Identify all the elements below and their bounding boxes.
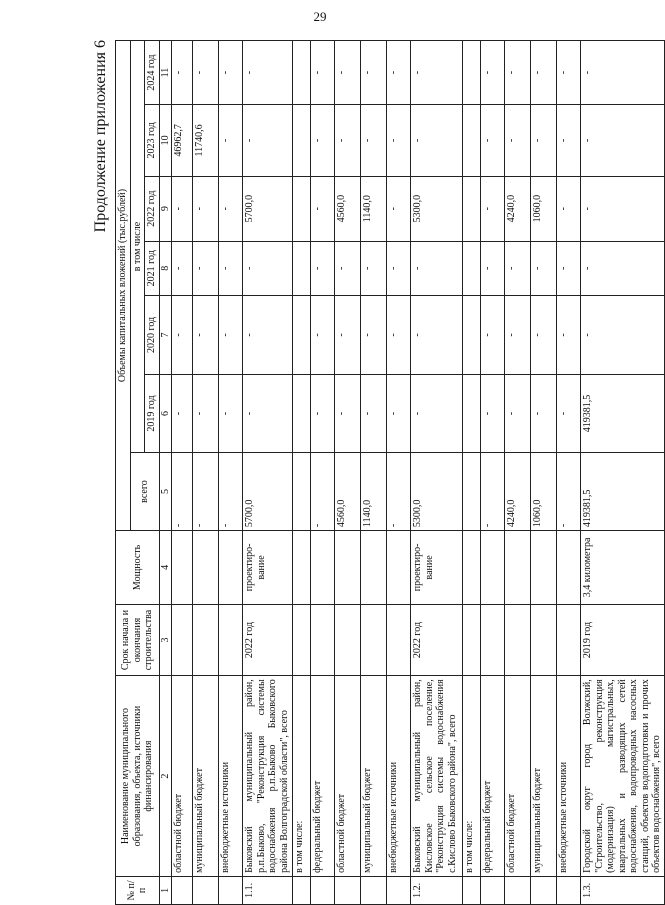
row-year-value: - bbox=[481, 41, 505, 105]
row-total-value: - bbox=[557, 453, 581, 531]
row-year-value: - bbox=[219, 176, 243, 241]
row-year-value: - bbox=[411, 41, 463, 105]
row-term bbox=[361, 604, 387, 676]
row-year-value: - bbox=[557, 375, 581, 453]
row-capacity bbox=[361, 531, 387, 605]
row-total-value: - bbox=[219, 453, 243, 531]
header-year: 2024 год bbox=[145, 41, 160, 105]
row-year-value: - bbox=[219, 295, 243, 374]
row-year-value: - bbox=[387, 176, 411, 241]
row-capacity bbox=[387, 531, 411, 605]
row-year-value: - bbox=[311, 176, 335, 241]
row-year-value: - bbox=[361, 375, 387, 453]
row-capacity bbox=[311, 531, 335, 605]
row-name: внебюджетные источники bbox=[387, 676, 411, 877]
row-year-value: - bbox=[531, 241, 557, 295]
row-year-value bbox=[463, 41, 481, 105]
row-number: 1.3. bbox=[581, 876, 665, 904]
row-year-value: 4560,0 bbox=[335, 176, 361, 241]
row-capacity bbox=[557, 531, 581, 605]
row-term bbox=[293, 604, 311, 676]
row-number bbox=[361, 876, 387, 904]
row-year-value: - bbox=[481, 375, 505, 453]
row-year-value: - bbox=[219, 375, 243, 453]
header-total: всего bbox=[130, 453, 159, 531]
row-term bbox=[193, 604, 219, 676]
row-name: муниципальный бюджет bbox=[531, 676, 557, 877]
row-number bbox=[193, 876, 219, 904]
row-capacity bbox=[505, 531, 531, 605]
column-number: 9 bbox=[159, 176, 172, 241]
row-year-value: - bbox=[335, 295, 361, 374]
row-year-value: - bbox=[311, 375, 335, 453]
row-year-value: - bbox=[335, 375, 361, 453]
row-total-value bbox=[463, 453, 481, 531]
table-row bbox=[172, 41, 193, 905]
row-year-value: - bbox=[243, 241, 293, 295]
row-year-value: - bbox=[581, 41, 665, 105]
row-capacity bbox=[219, 531, 243, 605]
row-total-value: - bbox=[387, 453, 411, 531]
row-year-value: - bbox=[335, 41, 361, 105]
row-name: в том числе: bbox=[293, 676, 311, 877]
row-year-value: - bbox=[311, 41, 335, 105]
row-year-value: - bbox=[311, 105, 335, 177]
row-year-value: - bbox=[193, 176, 219, 241]
row-year-value: - bbox=[243, 375, 293, 453]
row-total-value: 5300,0 bbox=[411, 453, 463, 531]
table-row bbox=[335, 41, 361, 905]
row-name: областной бюджет bbox=[172, 676, 193, 877]
row-year-value bbox=[293, 105, 311, 177]
header-num: № п/п bbox=[116, 876, 160, 904]
header-year: 2022 год bbox=[145, 176, 160, 241]
row-year-value: - bbox=[581, 295, 665, 374]
row-year-value: - bbox=[387, 295, 411, 374]
row-year-value: - bbox=[411, 295, 463, 374]
row-year-value: - bbox=[361, 295, 387, 374]
row-year-value: - bbox=[172, 41, 193, 105]
row-year-value bbox=[463, 176, 481, 241]
row-year-value: - bbox=[193, 241, 219, 295]
row-number bbox=[219, 876, 243, 904]
row-total-value: - bbox=[193, 453, 219, 531]
table-row bbox=[581, 41, 665, 905]
table-row bbox=[505, 41, 531, 905]
row-number bbox=[531, 876, 557, 904]
row-year-value: 5300,0 bbox=[411, 176, 463, 241]
header-capacity: Мощность bbox=[116, 531, 160, 605]
row-total-value: 1140,0 bbox=[361, 453, 387, 531]
column-number: 5 bbox=[159, 453, 172, 531]
row-year-value: - bbox=[387, 241, 411, 295]
row-number bbox=[172, 876, 193, 904]
row-name: муниципальный бюджет bbox=[193, 676, 219, 877]
row-name: внебюджетные источники bbox=[557, 676, 581, 877]
row-year-value: - bbox=[219, 41, 243, 105]
row-year-value: - bbox=[193, 375, 219, 453]
row-term bbox=[172, 604, 193, 676]
row-number bbox=[505, 876, 531, 904]
row-year-value: 1060,0 bbox=[531, 176, 557, 241]
column-number: 4 bbox=[159, 531, 172, 605]
row-year-value: - bbox=[387, 41, 411, 105]
row-year-value: - bbox=[481, 176, 505, 241]
row-name: областной бюджет bbox=[505, 676, 531, 877]
row-year-value: 46962,7 bbox=[172, 105, 193, 177]
row-year-value: - bbox=[505, 105, 531, 177]
row-year-value: 419381,5 bbox=[581, 375, 665, 453]
row-year-value: - bbox=[243, 105, 293, 177]
row-year-value: - bbox=[172, 241, 193, 295]
row-year-value: - bbox=[557, 295, 581, 374]
row-year-value: - bbox=[505, 41, 531, 105]
row-year-value: - bbox=[335, 105, 361, 177]
table-row bbox=[219, 41, 243, 905]
row-year-value: - bbox=[557, 176, 581, 241]
header-year: 2023 год bbox=[145, 105, 160, 177]
row-term bbox=[219, 604, 243, 676]
column-number: 11 bbox=[159, 41, 172, 105]
row-year-value: - bbox=[361, 41, 387, 105]
row-term bbox=[387, 604, 411, 676]
row-number bbox=[387, 876, 411, 904]
row-number bbox=[311, 876, 335, 904]
row-total-value: - bbox=[172, 453, 193, 531]
header-name: Наименование муниципального образования, объекта, источники финансирования bbox=[116, 676, 160, 877]
row-year-value: - bbox=[219, 105, 243, 177]
row-number bbox=[557, 876, 581, 904]
row-term: 2022 год bbox=[411, 604, 463, 676]
row-number: 1.1. bbox=[243, 876, 293, 904]
row-total-value bbox=[293, 453, 311, 531]
table-row bbox=[387, 41, 411, 905]
row-number: 1.2. bbox=[411, 876, 463, 904]
header-in-that: в том числе bbox=[130, 41, 145, 453]
table-row bbox=[411, 41, 463, 905]
row-year-value: - bbox=[505, 375, 531, 453]
row-year-value bbox=[463, 295, 481, 374]
row-number bbox=[293, 876, 311, 904]
row-term: 2022 год bbox=[243, 604, 293, 676]
appendix-heading: Продолжение приложения 6 bbox=[92, 40, 109, 233]
row-term bbox=[557, 604, 581, 676]
row-name: в том числе: bbox=[463, 676, 481, 877]
table-row bbox=[243, 41, 293, 905]
row-year-value bbox=[463, 105, 481, 177]
row-year-value: - bbox=[481, 241, 505, 295]
row-capacity bbox=[172, 531, 193, 605]
row-capacity bbox=[463, 531, 481, 605]
table-row bbox=[531, 41, 557, 905]
row-year-value bbox=[293, 375, 311, 453]
row-term bbox=[481, 604, 505, 676]
row-year-value: - bbox=[361, 241, 387, 295]
row-capacity bbox=[293, 531, 311, 605]
row-number bbox=[335, 876, 361, 904]
table-row bbox=[311, 41, 335, 905]
row-name: Быковский муниципальный район, р.п.Быково, "Реконструкция системы водоснабжения р.п.Быково Быковского района Волгоградской области", всего bbox=[243, 676, 293, 877]
row-year-value: - bbox=[557, 41, 581, 105]
row-year-value: - bbox=[335, 241, 361, 295]
column-number: 1 bbox=[159, 876, 172, 904]
row-total-value: 419381,5 bbox=[581, 453, 665, 531]
row-year-value: 11740,6 bbox=[193, 105, 219, 177]
row-year-value: - bbox=[311, 295, 335, 374]
row-year-value: 4240,0 bbox=[505, 176, 531, 241]
row-capacity: 3,4 километра bbox=[581, 531, 665, 605]
row-year-value bbox=[293, 176, 311, 241]
row-year-value: - bbox=[505, 241, 531, 295]
row-term bbox=[463, 604, 481, 676]
row-year-value: - bbox=[505, 295, 531, 374]
header-year: 2019 год bbox=[145, 375, 160, 453]
row-total-value: 4560,0 bbox=[335, 453, 361, 531]
row-capacity bbox=[193, 531, 219, 605]
row-year-value: - bbox=[243, 295, 293, 374]
row-year-value: - bbox=[219, 241, 243, 295]
row-term bbox=[335, 604, 361, 676]
capital-investment-table bbox=[115, 40, 665, 905]
row-year-value: - bbox=[411, 241, 463, 295]
row-total-value: - bbox=[481, 453, 505, 531]
rotated-page-content bbox=[88, 40, 662, 905]
row-capacity bbox=[481, 531, 505, 605]
row-name: Быковский муниципальный район, Кисловское сельское поселение, "Реконструкция системы водоснабжения с.Кислово Быковского района", всего bbox=[411, 676, 463, 877]
row-term bbox=[505, 604, 531, 676]
row-total-value: - bbox=[311, 453, 335, 531]
row-year-value: 5700,0 bbox=[243, 176, 293, 241]
row-term bbox=[311, 604, 335, 676]
table-row bbox=[361, 41, 387, 905]
row-year-value bbox=[463, 375, 481, 453]
table-row bbox=[463, 41, 481, 905]
row-year-value: - bbox=[481, 105, 505, 177]
header-year: 2021 год bbox=[145, 241, 160, 295]
row-year-value: - bbox=[481, 295, 505, 374]
row-year-value: - bbox=[193, 41, 219, 105]
row-number bbox=[481, 876, 505, 904]
header-volumes: Объемы капитальных вложений (тыс.рублей) bbox=[116, 41, 131, 531]
row-year-value: - bbox=[387, 105, 411, 177]
column-number: 7 bbox=[159, 295, 172, 374]
row-capacity: проектиро-вание bbox=[411, 531, 463, 605]
header-term: Срок начала и окончания строительства bbox=[116, 604, 160, 676]
row-number bbox=[463, 876, 481, 904]
row-name: федеральный бюджет bbox=[481, 676, 505, 877]
column-number: 3 bbox=[159, 604, 172, 676]
row-year-value: - bbox=[387, 375, 411, 453]
table-row bbox=[557, 41, 581, 905]
row-capacity: проектиро-вание bbox=[243, 531, 293, 605]
row-year-value: - bbox=[361, 105, 387, 177]
column-number-row bbox=[159, 41, 172, 905]
row-year-value: - bbox=[172, 375, 193, 453]
row-term bbox=[531, 604, 557, 676]
row-term: 2019 год bbox=[581, 604, 665, 676]
column-number: 2 bbox=[159, 676, 172, 877]
row-year-value bbox=[293, 295, 311, 374]
row-year-value bbox=[293, 241, 311, 295]
row-year-value: - bbox=[411, 105, 463, 177]
page-number: 29 bbox=[313, 9, 327, 24]
row-year-value: - bbox=[581, 241, 665, 295]
row-year-value: - bbox=[172, 176, 193, 241]
table-row bbox=[481, 41, 505, 905]
row-year-value: - bbox=[311, 241, 335, 295]
column-number: 6 bbox=[159, 375, 172, 453]
table-row bbox=[293, 41, 311, 905]
row-year-value: - bbox=[557, 241, 581, 295]
row-year-value: - bbox=[172, 295, 193, 374]
row-year-value: - bbox=[243, 41, 293, 105]
row-year-value: - bbox=[531, 41, 557, 105]
row-year-value: - bbox=[531, 375, 557, 453]
row-capacity bbox=[531, 531, 557, 605]
row-total-value: 1060,0 bbox=[531, 453, 557, 531]
row-year-value: - bbox=[531, 105, 557, 177]
table-row bbox=[193, 41, 219, 905]
row-year-value bbox=[293, 41, 311, 105]
row-total-value: 5700,0 bbox=[243, 453, 293, 531]
row-year-value bbox=[463, 241, 481, 295]
row-year-value: - bbox=[557, 105, 581, 177]
row-year-value: - bbox=[193, 295, 219, 374]
row-name: внебюджетные источники bbox=[219, 676, 243, 877]
row-year-value: - bbox=[411, 375, 463, 453]
row-capacity bbox=[335, 531, 361, 605]
row-total-value: 4240,0 bbox=[505, 453, 531, 531]
column-number: 8 bbox=[159, 241, 172, 295]
row-year-value: - bbox=[531, 295, 557, 374]
row-year-value: - bbox=[581, 176, 665, 241]
row-year-value: - bbox=[581, 105, 665, 177]
row-name: федеральный бюджет bbox=[311, 676, 335, 877]
row-year-value: 1140,0 bbox=[361, 176, 387, 241]
column-number: 10 bbox=[159, 105, 172, 177]
header-year: 2020 год bbox=[145, 295, 160, 374]
row-name: областной бюджет bbox=[335, 676, 361, 877]
row-name: Городской округ город Волжский, "Строительство, реконструкция (модернизация) магистральных, квартальных и разводящих сетей водоснабжения, водопроводных насосных станций, объектов водоподготовки и прочих объектов водоснабжения", всего bbox=[581, 676, 665, 877]
row-name: муниципальный бюджет bbox=[361, 676, 387, 877]
table-body bbox=[172, 41, 665, 905]
